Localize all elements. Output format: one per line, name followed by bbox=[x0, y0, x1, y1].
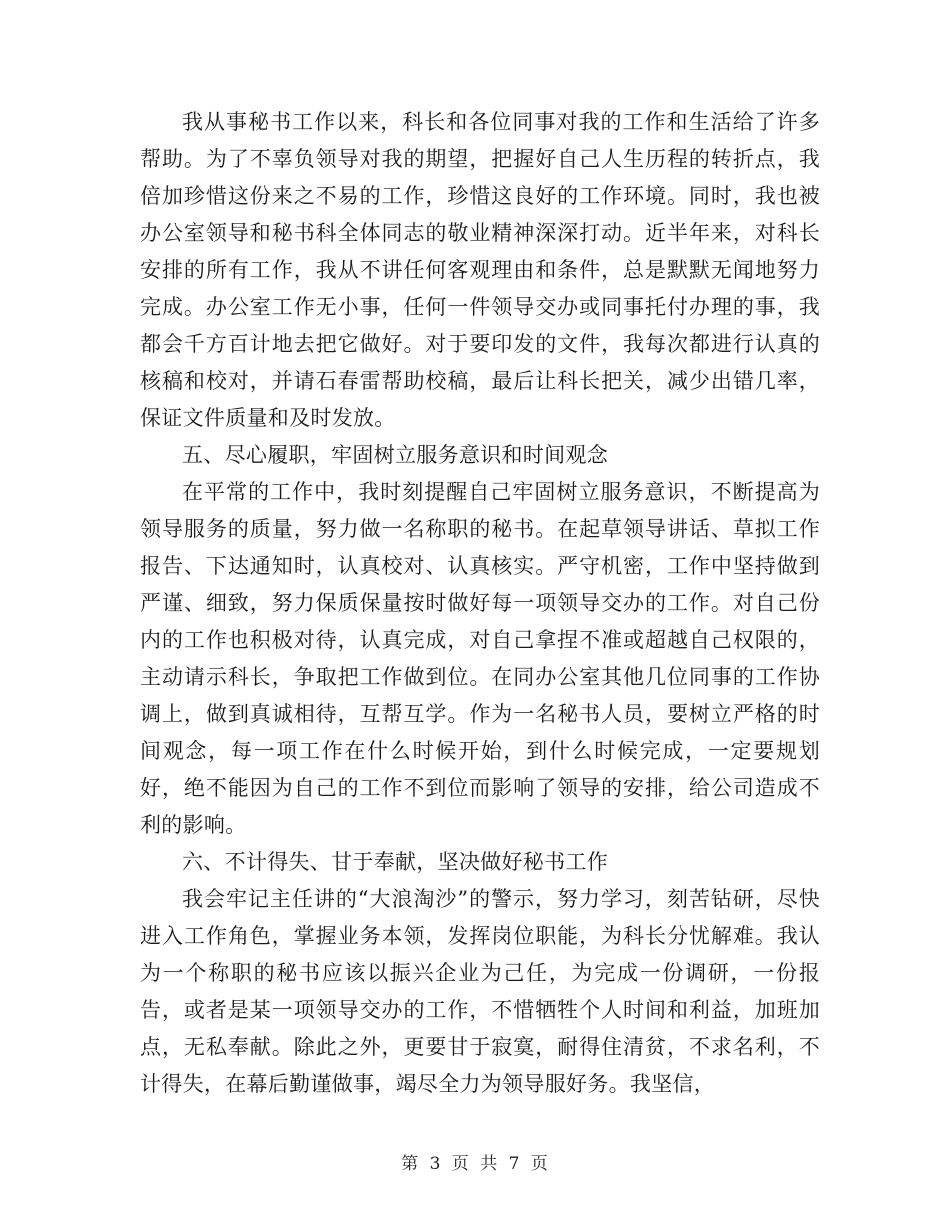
footer-current-page: 3 bbox=[429, 1154, 442, 1174]
body-paragraph: 我从事秘书工作以来，科长和各位同事对我的工作和生活给了许多帮助。为了不辜负领导对我的期望，把握好自己人生历程的转折点，我倍加珍惜这份来之不易的工作，珍惜这良好的工作环境。同时，我也被办公室领导和秘书科全体同志的敬业精神深深打动。近半年来，对科长安排的所有工作，我从不讲任何客观理由和条件，总是默默无闻地努力完成。办公室工作无小事，任何一件领导交办或同事托付办理的事，我都会千方百计地去把它做好。对于要印发的文件，我每次都进行认真的核稿和校对，并请石春雷帮助校稿，最后让科长把关，减少出错几率，保证文件质量和及时发放。 bbox=[140, 110, 820, 430]
section-heading: 五、尽心履职，牢固树立服务意识和时间观念 bbox=[182, 443, 608, 467]
footer-page-word: 页 bbox=[451, 1154, 470, 1174]
footer-suffix: 页 bbox=[530, 1154, 549, 1174]
footer-total-pages: 7 bbox=[508, 1154, 521, 1174]
document-body bbox=[140, 104, 820, 1103]
page-footer bbox=[0, 1149, 950, 1174]
body-paragraph: 我会牢记主任讲的“大浪淘沙”的警示，努力学习，刻苦钻研，尽快进入工作角色，掌握业务本领，发挥岗位职能，为科长分忧解难。我认为一个称职的秘书应该以振兴企业为己任，为完成一份调研，一份报告，或者是某一项领导交办的工作，不惜牺牲个人时间和利益，加班加点，无私奉献。除此之外，更要甘于寂寞，耐得住清贫，不求名利，不计得失，在幕后勤谨做事，竭尽全力为领导服好务。我坚信， bbox=[140, 887, 820, 1096]
section-heading: 六、不计得失、甘于奉献，坚决做好秘书工作 bbox=[182, 850, 608, 874]
footer-prefix: 第 bbox=[401, 1154, 420, 1174]
footer-total-word: 共 bbox=[480, 1154, 499, 1174]
body-paragraph: 在平常的工作中，我时刻提醒自己牢固树立服务意识，不断提高为领导服务的质量，努力做一名称职的秘书。在起草领导讲话、草拟工作报告、下达通知时，认真校对、认真核实。严守机密，工作中坚持做到严谨、细致，努力保质保量按时做好每一项领导交办的工作。对自己份内的工作也积极对待，认真完成，对自己拿捏不准或超越自己权限的，主动请示科长，争取把工作做到位。在同办公室其他几位同事的工作协调上，做到真诚相待，互帮互学。作为一名秘书人员，要树立严格的时间观念，每一项工作在什么时候开始，到什么时候完成，一定要规划好，绝不能因为自己的工作不到位而影响了领导的安排，给公司造成不利的影响。 bbox=[140, 480, 820, 837]
